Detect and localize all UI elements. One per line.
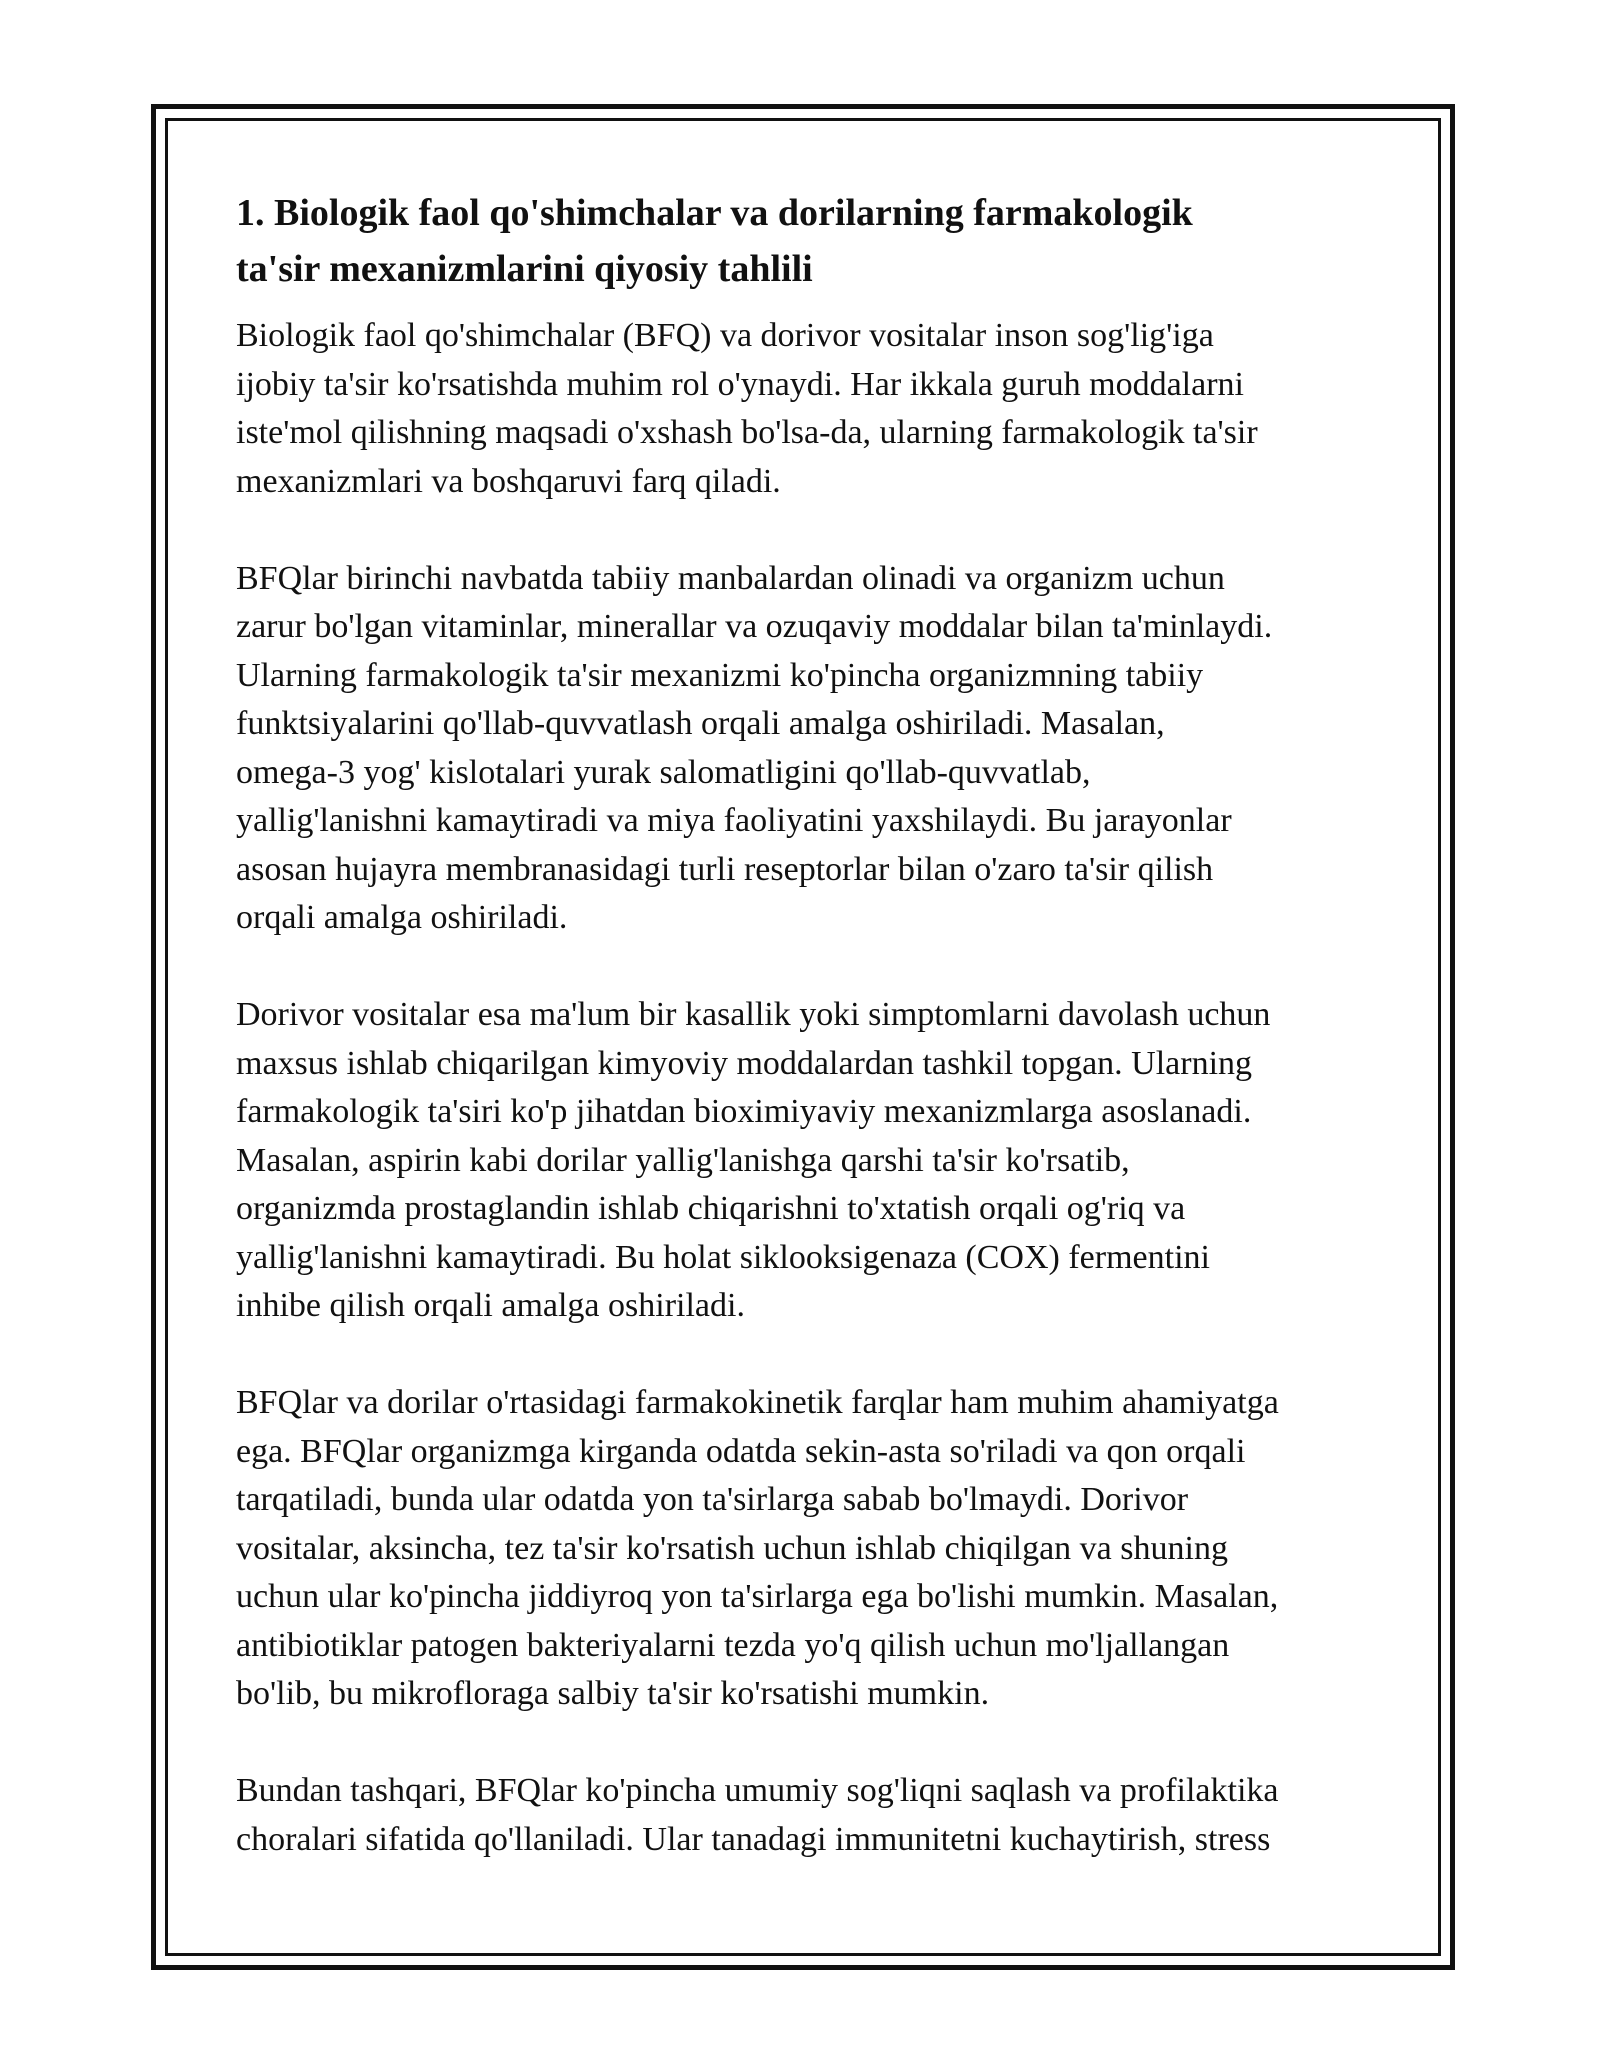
text-line: vositalar, aksincha, tez ta'sir ko'rsatish uchun ishlab chiqilgan va shuning	[236, 1529, 1228, 1567]
text-line: asosan hujayra membranasidagi turli reseptorlar bilan o'zaro ta'sir qilish	[236, 850, 1214, 888]
text-line: uchun ular ko'pincha jiddiyroq yon ta'sirlarga ega bo'lishi mumkin. Masalan,	[236, 1578, 1279, 1615]
section-title	[236, 185, 1376, 297]
document-body	[236, 185, 1376, 1864]
text-line: Bundan tashqari, BFQlar ko'pincha umumiy sog'liqni saqlash va profilaktika	[236, 1772, 1279, 1809]
text-line: ega. BFQlar organizmga kirganda odatda sekin-asta so'riladi va qon orqali	[236, 1432, 1246, 1470]
text-line: yallig'lanishni kamaytiradi. Bu holat siklooksigenaza (COX) fermentini	[236, 1238, 1210, 1276]
text-line: ijobiy ta'sir ko'rsatishda muhim rol o'ynaydi. Har ikkala guruh moddalarni	[236, 365, 1244, 403]
text-line: BFQlar va dorilar o'rtasidagi farmakokinetik farqlar ham muhim ahamiyatga	[236, 1384, 1279, 1421]
text-line: iste'mol qilishning maqsadi o'xshash bo'lsa-da, ularning farmakologik ta'sir	[236, 414, 1258, 451]
text-line: bo'lib, bu mikrofloraga salbiy ta'sir ko'rsatishi mumkin.	[236, 1675, 990, 1712]
text-line: organizmda prostaglandin ishlab chiqarishni to'xtatish orqali og'riq va	[236, 1190, 1186, 1227]
text-line: maxsus ishlab chiqarilgan kimyoviy moddalardan tashkil topgan. Ularning	[236, 1044, 1253, 1082]
paragraph	[236, 991, 1376, 1331]
text-line: choralari sifatida qo'llaniladi. Ular tanadagi immunitetni kuchaytirish, stress	[236, 1820, 1271, 1858]
text-line: antibiotiklar patogen bakteriyalarni tezda yo'q qilish uchun mo'ljallangan	[236, 1626, 1230, 1664]
text-line: inhibe qilish orqali amalga oshiriladi.	[236, 1287, 745, 1324]
text-line: yallig'lanishni kamaytiradi va miya faoliyatini yaxshilaydi. Bu jarayonlar	[236, 802, 1232, 839]
text-line: zarur bo'lgan vitaminlar, minerallar va ozuqaviy moddalar bilan ta'minlaydi.	[236, 608, 1273, 645]
text-line: BFQlar birinchi navbatda tabiiy manbalardan olinadi va organizm uchun	[236, 559, 1225, 597]
title-line: 1. Biologik faol qo'shimchalar va dorilarning farmakologik	[236, 192, 1193, 234]
text-line: omega-3 yog' kislotalari yurak salomatligini qo'llab-quvvatlab,	[236, 753, 1091, 791]
text-line: Ularning farmakologik ta'sir mexanizmi ko'pincha organizmning tabiiy	[236, 656, 1204, 694]
title-line: ta'sir mexanizmlarini qiyosiy tahlili	[236, 248, 813, 290]
text-line: mexanizmlari va boshqaruvi farq qiladi.	[236, 462, 781, 500]
text-line: orqali amalga oshiriladi.	[236, 899, 568, 936]
text-line: funktsiyalarini qo'llab-quvvatlash orqali amalga oshiriladi. Masalan,	[236, 705, 1165, 742]
paragraph	[236, 312, 1376, 506]
text-line: Dorivor vositalar esa ma'lum bir kasallik yoki simptomlarni davolash uchun	[236, 996, 1271, 1033]
text-line: farmakologik ta'siri ko'p jihatdan bioximiyaviy mexanizmlarga asoslanadi.	[236, 1093, 1252, 1130]
text-line: tarqatiladi, bunda ular odatda yon ta'sirlarga sabab bo'lmaydi. Dorivor	[236, 1481, 1189, 1518]
paragraph	[236, 1379, 1376, 1719]
text-line: Masalan, aspirin kabi dorilar yallig'lanishga qarshi ta'sir ko'rsatib,	[236, 1141, 1130, 1179]
paragraph	[236, 555, 1376, 943]
text-line: Biologik faol qo'shimchalar (BFQ) va dorivor vositalar inson sog'lig'iga	[236, 317, 1214, 354]
paragraph	[236, 1767, 1376, 1864]
